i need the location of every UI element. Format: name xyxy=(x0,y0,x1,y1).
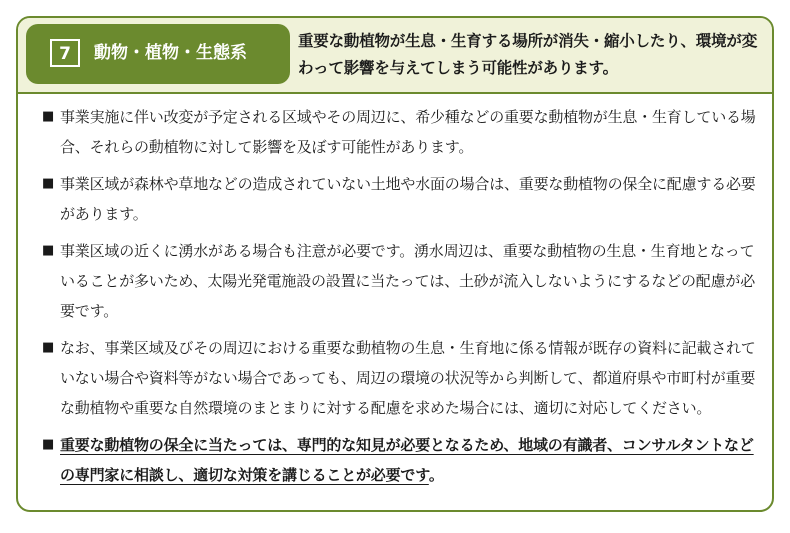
square-bullet-icon: ■ xyxy=(42,243,55,258)
list-item-suffix: 。 xyxy=(428,466,444,484)
square-bullet-icon: ■ xyxy=(42,340,55,355)
list-item-emphasis xyxy=(42,430,758,490)
section-summary: 重要な動植物が生息・生育する場所が消失・縮小したり、環境が変わって影響を与えてしまう可能性があります。 xyxy=(298,32,758,77)
square-bullet-icon: ■ xyxy=(42,176,55,191)
square-bullet-icon: ■ xyxy=(42,437,55,452)
section-title: 動物・植物・生態系 xyxy=(94,43,247,63)
list-item-text: なお、事業区域及びその周辺における重要な動植物の生息・生育地に係る情報が既存の資料に記載されていない場合や資料等がない場合であっても、周辺の環境の状況等から判断して、都道府県や市町村が重要な動植物や重要な自然環境のまとまりに対する配慮を求めた場合には、適切に対応してください。 xyxy=(60,339,756,417)
section-number: 7 xyxy=(50,39,80,67)
list-item xyxy=(42,236,758,326)
bullet-list xyxy=(42,102,758,497)
section-title-tab xyxy=(26,24,290,84)
square-bullet-icon: ■ xyxy=(42,109,55,124)
list-item-text: 事業区域が森林や草地などの造成されていない土地や水面の場合は、重要な動植物の保全に配慮する必要があります。 xyxy=(60,175,756,223)
section-header xyxy=(18,18,772,94)
list-item-text: 重要な動植物の保全に当たっては、専門的な知見が必要となるため、地域の有識者、コンサルタントなどの専門家に相談し、適切な対策を講じることが必要です xyxy=(60,436,754,484)
list-item xyxy=(42,333,758,423)
list-item-text: 事業実施に伴い改変が予定される区域やその周辺に、希少種などの重要な動植物が生息・生育している場合、それらの動植物に対して影響を及ぼす可能性があります。 xyxy=(60,108,756,156)
list-item xyxy=(42,169,758,229)
list-item-text: 事業区域の近くに湧水がある場合も注意が必要です。湧水周辺は、重要な動植物の生息・生育地となっていることが多いため、太陽光発電施設の設置に当たっては、土砂が流入しないようにするなどの配慮が必要です。 xyxy=(60,242,756,320)
list-item xyxy=(42,102,758,162)
section-card xyxy=(16,16,774,512)
